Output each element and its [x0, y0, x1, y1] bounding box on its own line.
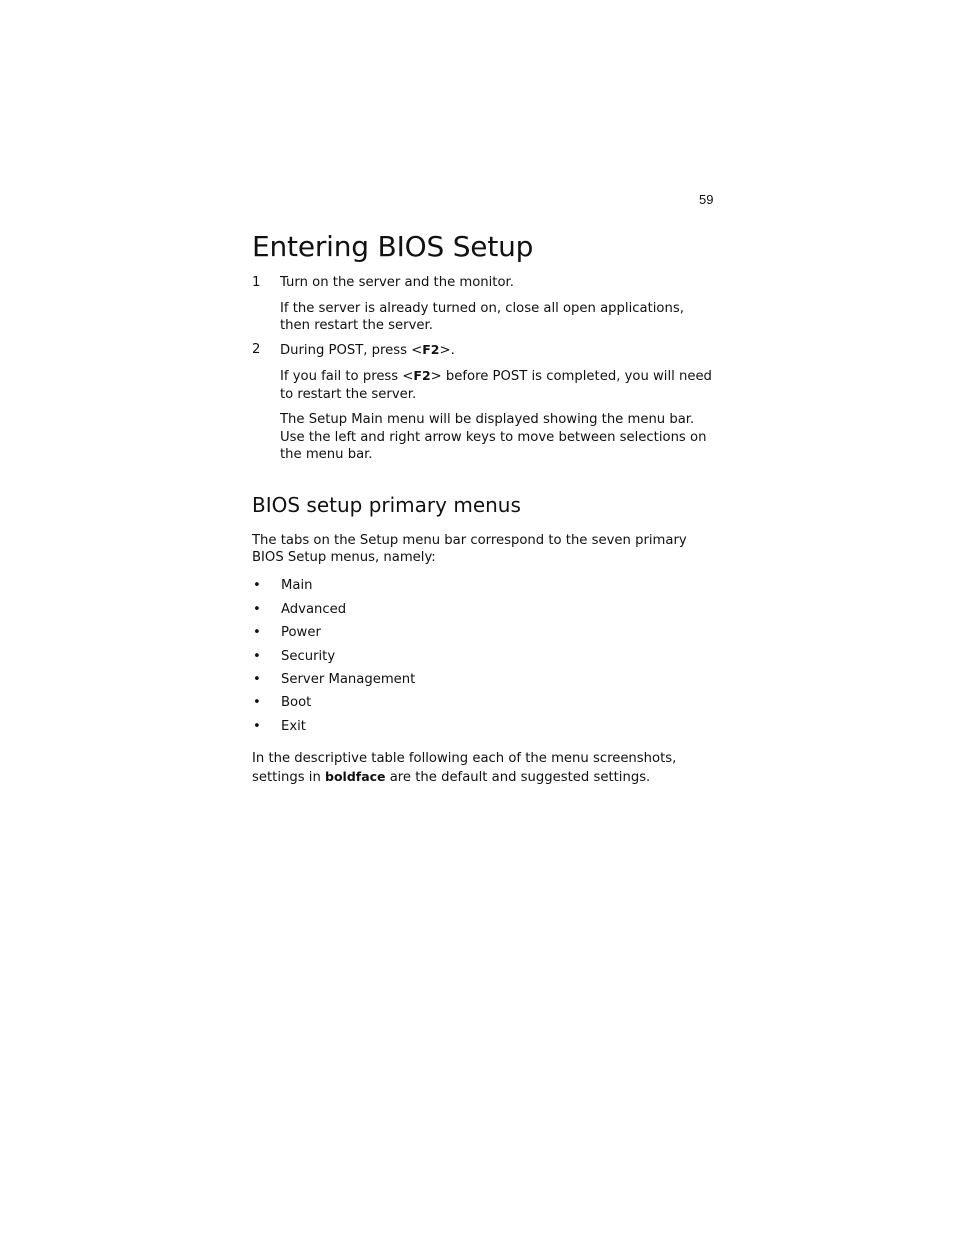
step-1	[252, 274, 718, 292]
list-item: • Server Management	[253, 672, 416, 687]
list-item: • Power	[253, 625, 321, 641]
step-2-note-2: The Setup Main menu will be displayed showing the menu bar. Use the left and right arrow keys to move between selections on the menu bar.	[280, 412, 707, 462]
step-2	[252, 341, 718, 360]
step-2-note-1: If you fail to press <F2> before POST is completed, you will need to restart the server.	[280, 368, 712, 402]
step-1-note: If the server is already turned on, close all open applications, then restart the server.	[280, 300, 684, 333]
section-heading: BIOS setup primary menus	[252, 492, 521, 517]
step-number: 2	[252, 341, 261, 357]
bullet-icon: •	[253, 695, 261, 711]
step-number: 1	[252, 275, 261, 290]
intro-paragraph: The tabs on the Setup menu bar correspond to the seven primary BIOS Setup menus, namely:	[252, 532, 687, 565]
bullet-icon: •	[253, 601, 261, 617]
list-item: • Main	[253, 578, 313, 594]
step-text: Turn on the server and the monitor.	[280, 275, 514, 290]
list-item: • Advanced	[253, 601, 347, 617]
list-item: • Exit	[253, 718, 306, 734]
list-item: • Security	[253, 648, 336, 664]
page-number: 59	[699, 192, 714, 207]
bullet-icon: •	[253, 672, 261, 687]
menu-list	[252, 575, 718, 739]
page-content	[252, 228, 718, 786]
step-text: During POST, press <F2>.	[280, 341, 455, 358]
bullet-icon: •	[253, 578, 261, 594]
key-f2: F2	[422, 341, 440, 357]
page-title: Entering BIOS Setup	[252, 230, 534, 263]
closing-paragraph: In the descriptive table following each of the menu screenshots, settings in boldface are the default and suggested settings.	[252, 751, 677, 785]
boldface-term: boldface	[325, 768, 386, 784]
bullet-icon: •	[253, 625, 261, 641]
bullet-icon: •	[253, 648, 261, 664]
key-f2: F2	[413, 368, 431, 383]
bullet-icon: •	[253, 718, 261, 734]
list-item: • Boot	[253, 695, 312, 711]
